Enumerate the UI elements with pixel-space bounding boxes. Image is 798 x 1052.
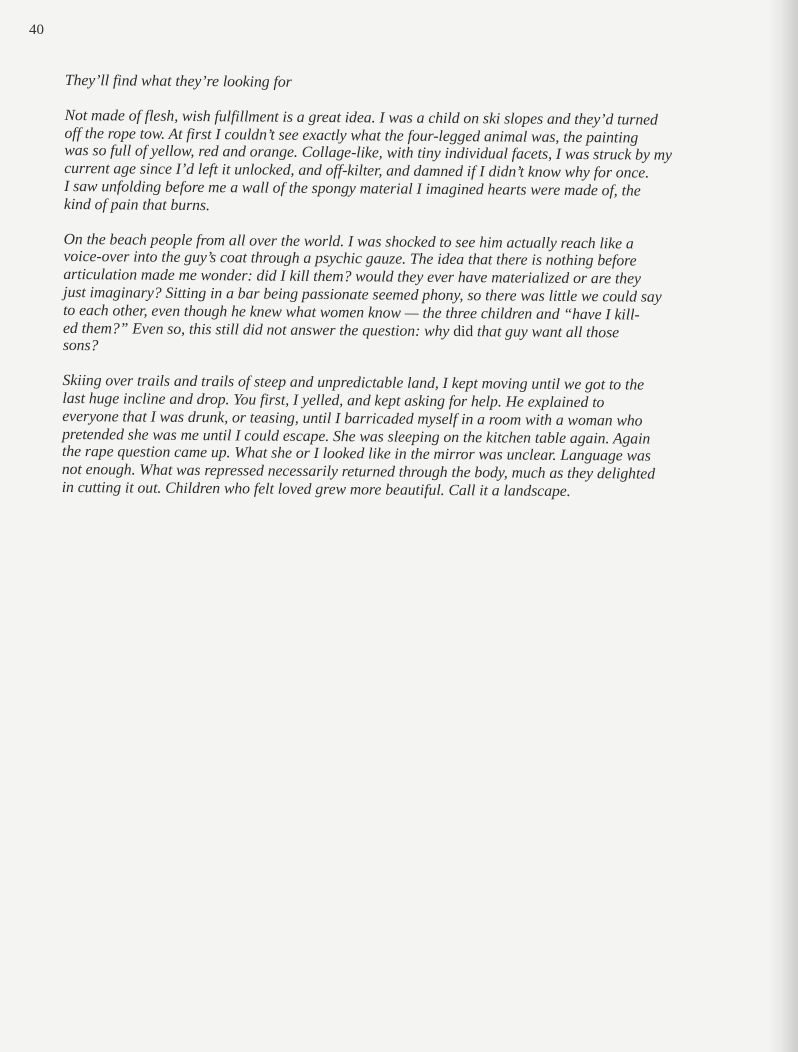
poem-line-segment: that guy want all those <box>473 322 620 341</box>
poem-line: Not made of flesh, wish fulfillment is a great idea. I was a child on ski slopes and they’d turned <box>64 106 658 129</box>
page-gutter-shadow <box>768 0 798 1052</box>
stanza-3 <box>62 372 727 502</box>
poem-line: last huge incline and drop. You first, I yelled, and kept asking for help. He explained to <box>62 389 605 412</box>
poem-line: kind of pain that burns. <box>63 195 211 214</box>
poem-line: in cutting it out. Children who felt loved grew more beautiful. Call it a landscape. <box>61 478 571 500</box>
poem-title: They’ll find what they’re looking for <box>64 72 292 91</box>
poem-line: articulation made me wonder: did I kill them? would they ever have materialized or are they <box>63 266 642 288</box>
upright-word: did <box>453 322 474 340</box>
poem-line: not enough. What was repressed necessarily returned through the body, much as they delighted <box>61 461 656 483</box>
poem-line: Skiing over trails and trails of steep and unpredictable land, I kept moving until we got to the <box>62 372 645 394</box>
page-number: 40 <box>29 22 44 38</box>
poem-line: was so full of yellow, red and orange. Collage-like, with tiny individual facets, I was struck by my <box>64 142 673 165</box>
poem-line: voice-over into the guy’s coat through a psychic gauze. The idea that there is nothing before <box>63 248 637 270</box>
poem-line: off the rope tow. At first I couldn’t see exactly what the four-legged animal was, the painting <box>64 124 639 147</box>
stanza-2 <box>63 231 728 361</box>
poem-line: pretended she was me until I could escape. She was sleeping on the kitchen table again. Again <box>62 425 651 448</box>
poem-line: current age since I’d left it unlocked, and off-kilter, and damned if I didn’t know why for once. <box>64 160 650 182</box>
poem-line: just imaginary? Sitting in a bar being passionate seemed phony, so there was little we could say <box>63 283 662 306</box>
stanza-1 <box>64 107 729 219</box>
poem-line: everyone that I was drunk, or teasing, until I barricaded myself in a room with a woman who <box>62 407 643 430</box>
poem-body <box>62 72 729 502</box>
poem-line-segment: ed them?” Even so, this still did not answer the question: why <box>62 319 454 340</box>
poem-line: to each other, even though he knew what women know — the three children and “have I kill- <box>63 301 640 324</box>
poem-line: sons? <box>62 337 99 355</box>
poem-line: I saw unfolding before me a wall of the spongy material I imagined hearts were made of, the <box>64 177 641 200</box>
poem-line: On the beach people from all over the world. I was shocked to see him actually reach like a <box>63 230 634 253</box>
poem-line: the rape question came up. What she or I looked like in the mirror was unclear. Language was <box>61 443 651 465</box>
